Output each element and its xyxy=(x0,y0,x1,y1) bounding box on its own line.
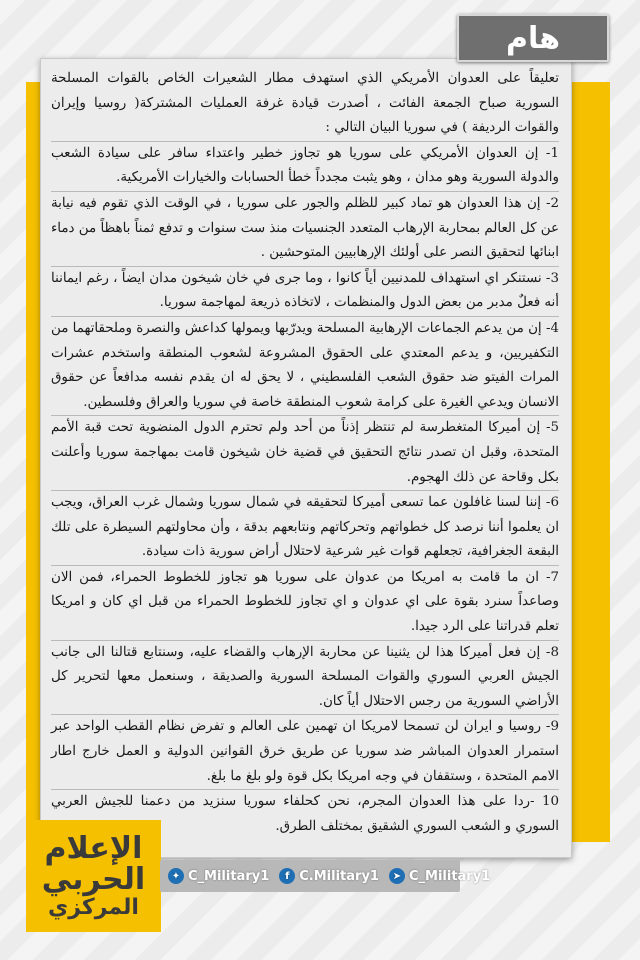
paragraph-3: 3- نستنكر اي استهداف للمدنيين أياً كانوا ، وما جرى في خان شيخون مدان ايضاً ، رغم ايماننا أنه فعلٌ مدبر من بعض الدول والمنظمات ، لاتخاذه ذريعة لمهاجمة سوريا. xyxy=(51,270,559,311)
paragraph-6: 6- إننا لسنا غافلون عما تسعى أميركا لتحقيقه في شمال سوريا وشمال غرب العراق، ويجب ان يعلموا أننا نرصد كل خطواتهم وتحركاتهم ونتابعهم بدقة ، وأن محاولتهم السيطرة على تلك البقعة الجغرافية، تجعلهم قوات غير شرعية لاحتلال أراض سورية ذات سيادة. xyxy=(51,495,559,560)
paragraph-5: 5- إن أميركا المتغطرسة لم تنتظر إذناً من أحد ولم تحترم الدول المنضوية تحت قبة الأمم المتحدة، وقبل ان تصدر نتائج التحقيق في قضية خان شيخون قامت بمهاجمة سوريا وأعلنت بكل وقاحة عن ذلك الهجوم. xyxy=(51,420,559,485)
paragraph-10: 10 -ردا على هذا العدوان المجرم، نحن كحلفاء سوريا سنزيد من دعمنا للجيش العربي السوري و الشعب السوري الشقيق بمختلف الطرق. xyxy=(51,794,559,834)
facebook-handle: C.Military1 xyxy=(299,868,379,884)
important-badge-label: هام xyxy=(505,20,561,56)
media-logo xyxy=(26,820,161,932)
paragraph-8: 8- إن فعل أميركا هذا لن يثنينا عن محاربة الإرهاب والقضاء عليه، وسنتابع قتالنا الى جانب الجيش العربي السوري والقوات المسلحة السورية والصديقة ، وسنعمل معها لتحرير كل الأراضي السورية من رجس الاحتلال أياً كان. xyxy=(51,644,559,709)
statement-text xyxy=(51,67,559,839)
logo-line-1: الإعلام xyxy=(44,830,143,866)
paragraph-1: 1- إن العدوان الأمريكي على سوريا هو تجاوز خطير واعتداء سافر على سيادة الشعب والدولة السورية وهو مدان ، وهو يثبت مجدداً خطأ الحسابات والخيارات الأمريكية. xyxy=(51,145,559,186)
telegram-icon: ➤ xyxy=(389,868,405,884)
paragraph-9: 9- روسيا و ايران لن تسمحا لامريكا ان تهمين على العالم و تفرض نظام القطب الواحد عبر استمرار العدوان المباشر ضد سوريا عن طريق خرق القوانين الدولية و العمل خارج اطار الامم المتحدة ، وستقفان في وجه امريكا بكل قوة ولو بلغ ما بلغ. xyxy=(51,719,559,784)
facebook-icon: f xyxy=(279,868,295,884)
social-links xyxy=(168,862,490,890)
social-link-twitter[interactable] xyxy=(168,868,269,884)
logo-line-3: المركزي xyxy=(48,894,139,920)
important-badge xyxy=(457,14,609,62)
paragraph-2: 2- إن هذا العدوان هو تماد كبير للظلم والجور على سوريا ، في الوقت الذي تقوم فيه نيابة عن كل العالم بمحاربة الإرهاب المتعدد الجنسيات منذ ست سنوات و تدفع ثمناً باهظاً من دماء ابنائها لتحقيق النصر على أولئك الإرهابيين المتوحشين . xyxy=(51,195,559,261)
statement-paper xyxy=(40,58,572,858)
twitter-handle: C_Military1 xyxy=(188,868,270,884)
twitter-icon: ✦ xyxy=(168,868,184,884)
paragraph-intro: تعليقاً على العدوان الأمريكي الذي استهدف مطار الشعيرات الخاص بالقوات المسلحة السورية صباح الجمعة الفائت ، أصدرت قيادة غرفة العمليات المشتركة( روسيا وإيران والقوات الرديفة ) في سوريا البيان التالي : xyxy=(51,71,559,136)
paragraph-4: 4- إن من يدعم الجماعات الإرهابية المسلحة ويدرّبها ويمولها كداعش والنصرة وملحقاتهما من التكفيريين، و يدعم المعتدي على الحقوق المشروعة لشعوب المنطقة واستخدم عشرات المرات الفيتو ضد حقوق الشعب الفلسطيني ، لا يحق له ان يقدم نفسه مدافعاً عن حقوق الانسان ويدعي الغيرة على كرامة شعوب المنطقة خاصة في سوريا والعراق وفلسطين. xyxy=(51,320,559,410)
social-link-facebook[interactable] xyxy=(279,868,379,884)
paragraph-7: 7- ان ما قامت به امريكا من عدوان على سوريا هو تجاوز للخطوط الحمراء، فمن الان وصاعداً سنرد بقوة على اي عدوان و اي تجاوز للخطوط الحمراء من قبل اي كان و امريكا تعلم قدراتنا على الرد جيدا. xyxy=(51,569,559,635)
social-link-telegram[interactable] xyxy=(389,868,490,884)
telegram-handle: C_Military1 xyxy=(408,868,491,884)
logo-line-2: الحربي xyxy=(41,862,146,898)
